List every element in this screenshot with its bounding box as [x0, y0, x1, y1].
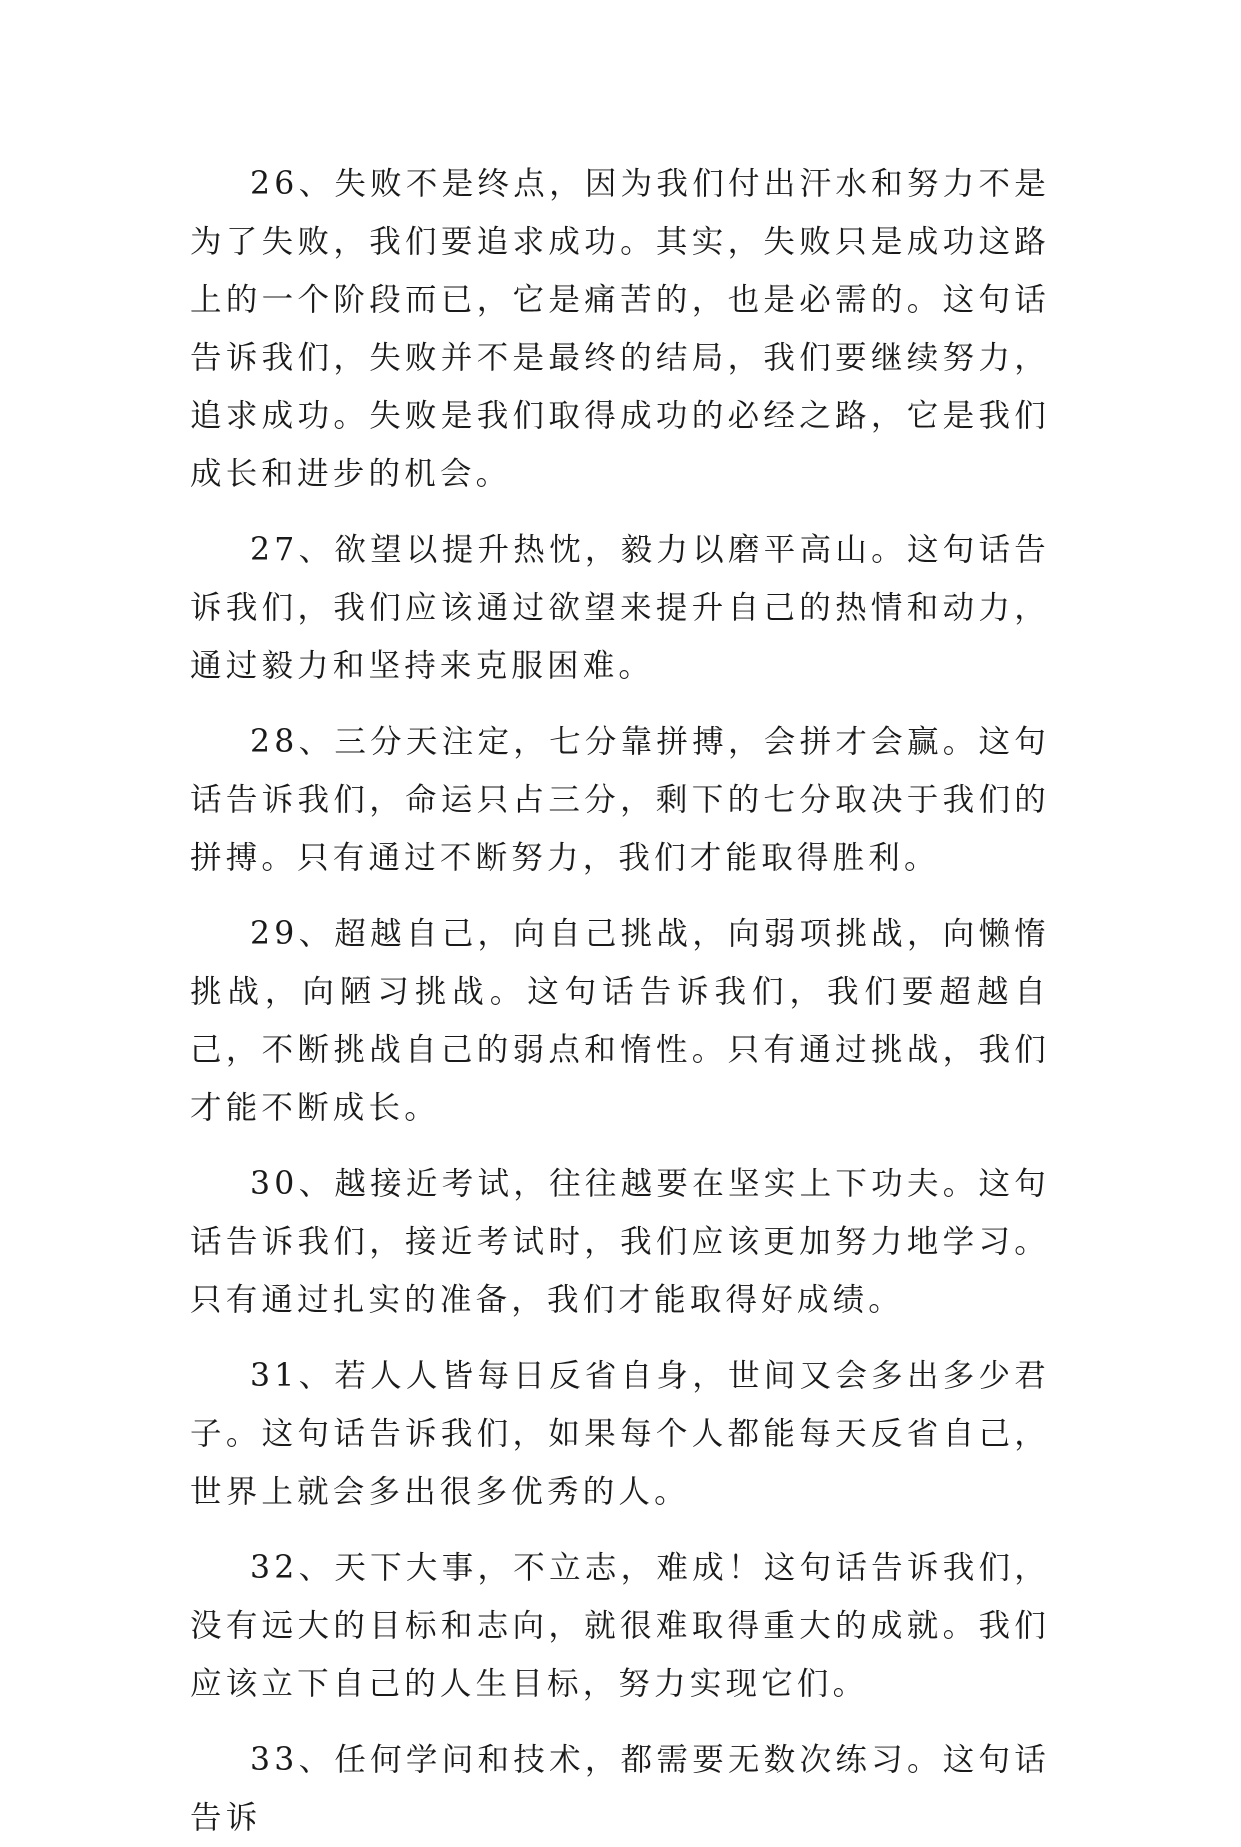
paragraph-26: 26、失败不是终点，因为我们付出汗水和努力不是为了失败，我们要追求成功。其实，失败只是成功这路上的一个阶段而已，它是痛苦的，也是必需的。这句话告诉我们，失败并不是最终的结局，我们要继续努力，追求成功。失败是我们取得成功的必经之路，它是我们成长和进步的机会。 [190, 166, 1050, 492]
paragraph-32: 32、天下大事，不立志，难成！这句话告诉我们，没有远大的目标和志向，就很难取得重大的成就。我们应该立下自己的人生目标，努力实现它们。 [190, 1550, 1050, 1702]
paragraph-27: 27、欲望以提升热忱，毅力以磨平高山。这句话告诉我们，我们应该通过欲望来提升自己的热情和动力，通过毅力和坚持来克服困难。 [190, 532, 1050, 684]
paragraph-33: 33、任何学问和技术，都需要无数次练习。这句话告诉 [190, 1742, 1050, 1836]
paragraph-31: 31、若人人皆每日反省自身，世间又会多出多少君子。这句话告诉我们，如果每个人都能每天反省自己，世界上就会多出很多优秀的人。 [190, 1358, 1050, 1510]
paragraph-28: 28、三分天注定，七分靠拼搏，会拼才会赢。这句话告诉我们，命运只占三分，剩下的七分取决于我们的拼搏。只有通过不断努力，我们才能取得胜利。 [190, 724, 1050, 876]
document-body [190, 155, 1050, 1847]
paragraph-30: 30、越接近考试，往往越要在坚实上下功夫。这句话告诉我们，接近考试时，我们应该更加努力地学习。只有通过扎实的准备，我们才能取得好成绩。 [190, 1166, 1050, 1318]
paragraph-29: 29、超越自己，向自己挑战，向弱项挑战，向懒惰挑战，向陋习挑战。这句话告诉我们，我们要超越自己，不断挑战自己的弱点和惰性。只有通过挑战，我们才能不断成长。 [190, 916, 1050, 1126]
